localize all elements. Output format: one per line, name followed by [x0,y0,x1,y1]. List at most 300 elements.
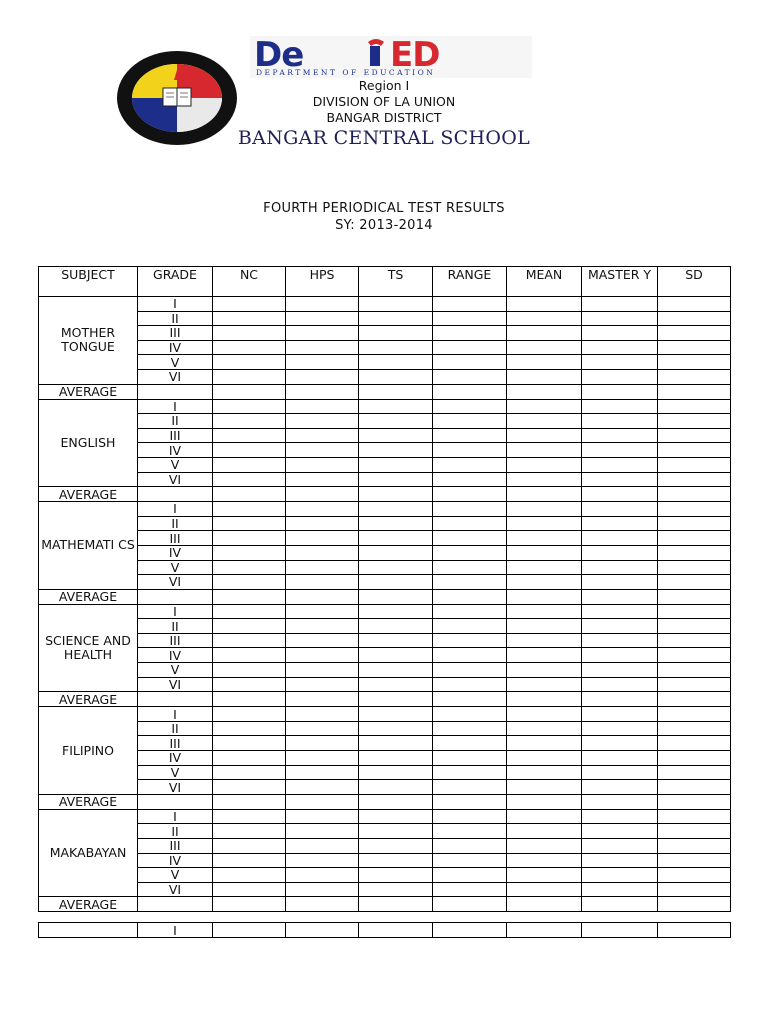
data-cell [507,780,582,795]
data-cell [658,297,731,312]
data-cell [359,663,433,678]
data-cell [582,531,658,546]
cell [213,923,286,938]
data-cell [359,648,433,663]
data-cell [286,516,359,531]
data-cell [359,692,433,707]
data-cell [213,780,286,795]
data-cell [582,721,658,736]
data-cell [213,457,286,472]
data-cell [433,882,507,897]
column-header: GRADE [138,267,213,297]
data-cell [507,311,582,326]
data-cell [433,384,507,399]
table-row [39,399,731,414]
table-row [39,765,731,780]
grade-cell: IV [138,853,213,868]
data-cell [359,384,433,399]
data-cell [658,384,731,399]
data-cell [433,502,507,517]
column-header: RANGE [433,267,507,297]
data-cell [582,882,658,897]
data-cell [286,297,359,312]
data-cell [213,311,286,326]
data-cell [433,824,507,839]
data-cell [213,355,286,370]
data-cell [582,297,658,312]
data-cell [286,340,359,355]
data-cell [286,443,359,458]
table-row [39,839,731,854]
data-cell [433,794,507,809]
grade-cell: VI [138,369,213,384]
data-cell [286,399,359,414]
data-cell [359,575,433,590]
data-cell [213,633,286,648]
data-cell [582,414,658,429]
grade-cell: V [138,663,213,678]
data-cell [359,809,433,824]
data-cell [286,326,359,341]
data-cell [507,575,582,590]
data-cell [507,736,582,751]
data-cell [433,545,507,560]
data-cell [507,443,582,458]
data-cell [286,355,359,370]
data-cell [286,457,359,472]
data-cell [507,633,582,648]
data-cell [507,619,582,634]
cell [359,923,433,938]
data-cell [433,868,507,883]
data-cell [213,502,286,517]
data-cell [582,369,658,384]
data-cell [507,355,582,370]
data-cell [286,824,359,839]
column-header: SUBJECT [39,267,138,297]
data-cell [433,443,507,458]
data-cell [359,355,433,370]
data-cell [213,663,286,678]
data-cell [213,589,286,604]
data-cell [658,619,731,634]
data-cell [658,531,731,546]
column-header: HPS [286,267,359,297]
grade-cell: V [138,560,213,575]
average-label: AVERAGE [39,384,138,399]
grade-cell: III [138,633,213,648]
grade-cell: IV [138,545,213,560]
table-row [39,853,731,868]
data-cell [286,809,359,824]
data-cell [286,369,359,384]
data-cell [286,428,359,443]
data-cell [582,751,658,766]
subject-cell: MOTHER TONGUE [39,297,138,385]
table-row [39,297,731,312]
average-label: AVERAGE [39,487,138,502]
table-row [39,604,731,619]
table-row [39,472,731,487]
data-cell [359,428,433,443]
data-cell [507,428,582,443]
data-cell [213,692,286,707]
data-cell [433,663,507,678]
data-cell [658,707,731,722]
data-cell [658,443,731,458]
data-cell [286,897,359,912]
data-cell [286,384,359,399]
data-cell [658,765,731,780]
data-cell [433,340,507,355]
table-row [39,663,731,678]
data-cell [433,839,507,854]
average-row [39,794,731,809]
subject-cell: FILIPINO [39,707,138,795]
average-label: AVERAGE [39,692,138,707]
data-cell [658,340,731,355]
svg-text:DEPARTMENT OF EDUCATION: DEPARTMENT OF EDUCATION [256,68,436,77]
cell [286,923,359,938]
data-cell [286,311,359,326]
grade-cell: I [138,923,213,938]
data-cell [213,326,286,341]
table-row [39,355,731,370]
table-row [39,545,731,560]
table-row [39,619,731,634]
data-cell [286,692,359,707]
data-cell [286,677,359,692]
data-cell [213,619,286,634]
data-cell [507,399,582,414]
data-cell [582,487,658,502]
data-cell [286,780,359,795]
data-cell [582,736,658,751]
cell [507,923,582,938]
data-cell [582,457,658,472]
data-cell [359,604,433,619]
data-cell [658,751,731,766]
table-row [39,502,731,517]
data-cell [582,545,658,560]
data-cell [658,736,731,751]
data-cell [213,531,286,546]
subject-cell: MAKABAYAN [39,809,138,897]
data-cell [213,472,286,487]
data-cell [507,692,582,707]
data-cell [582,326,658,341]
table-row [39,707,731,722]
table-row [39,633,731,648]
data-cell [658,575,731,590]
data-cell [433,853,507,868]
data-cell [138,897,213,912]
data-cell [286,604,359,619]
data-cell [507,824,582,839]
data-cell [507,663,582,678]
data-cell [433,648,507,663]
data-cell [658,545,731,560]
data-cell [359,457,433,472]
data-cell [138,384,213,399]
data-cell [433,326,507,341]
grade-cell: VI [138,677,213,692]
data-cell [582,502,658,517]
data-cell [507,531,582,546]
data-cell [433,692,507,707]
data-cell [359,502,433,517]
data-cell [582,575,658,590]
data-cell [658,868,731,883]
column-header: MEAN [507,267,582,297]
data-cell [582,692,658,707]
data-cell [359,721,433,736]
grade-cell: IV [138,340,213,355]
grade-cell: IV [138,648,213,663]
data-cell [213,765,286,780]
data-cell [359,326,433,341]
average-row [39,692,731,707]
data-cell [658,604,731,619]
data-cell [359,794,433,809]
data-cell [359,897,433,912]
data-cell [658,648,731,663]
data-cell [507,297,582,312]
data-cell [359,369,433,384]
data-cell [213,897,286,912]
data-cell [286,633,359,648]
data-cell [286,765,359,780]
data-cell [359,707,433,722]
table-header-row [39,267,731,297]
table-row [39,443,731,458]
data-cell [433,531,507,546]
data-cell [507,545,582,560]
data-cell [582,853,658,868]
data-cell [507,809,582,824]
data-cell [582,443,658,458]
data-cell [582,589,658,604]
data-cell [359,619,433,634]
data-cell [658,355,731,370]
results-table [38,266,731,912]
data-cell [213,882,286,897]
title-line-2: SY: 2013-2014 [335,218,433,233]
data-cell [582,604,658,619]
data-cell [507,457,582,472]
data-cell [582,516,658,531]
grade-cell: II [138,516,213,531]
cell [658,923,731,938]
data-cell [213,839,286,854]
grade-cell: IV [138,751,213,766]
data-cell [286,487,359,502]
table-row [39,560,731,575]
data-cell [359,516,433,531]
data-cell [433,897,507,912]
data-cell [286,414,359,429]
data-cell [359,633,433,648]
data-cell [359,340,433,355]
grade-cell: IV [138,443,213,458]
data-cell [213,736,286,751]
data-cell [433,472,507,487]
grade-cell: I [138,809,213,824]
data-cell [213,751,286,766]
grade-cell: V [138,868,213,883]
average-label: AVERAGE [39,897,138,912]
data-cell [433,297,507,312]
data-cell [507,414,582,429]
grade-cell: II [138,721,213,736]
data-cell [359,589,433,604]
data-cell [582,794,658,809]
data-cell [359,443,433,458]
data-cell [286,736,359,751]
data-cell [658,311,731,326]
svg-text:De: De [254,36,304,75]
data-cell [658,369,731,384]
data-cell [359,311,433,326]
data-cell [213,648,286,663]
data-cell [507,648,582,663]
district-label: BANGAR DISTRICT [326,110,442,125]
data-cell [433,736,507,751]
table-row [39,531,731,546]
grade-cell: VI [138,575,213,590]
division-label: DIVISION OF LA UNION [312,94,456,109]
grade-cell: I [138,604,213,619]
data-cell [658,677,731,692]
data-cell [213,575,286,590]
data-cell [582,311,658,326]
data-cell [213,794,286,809]
data-cell [507,516,582,531]
data-cell [433,399,507,414]
data-cell [213,824,286,839]
data-cell [286,619,359,634]
subject-cell: SCIENCE AND HEALTH [39,604,138,692]
column-header: NC [213,267,286,297]
data-cell [658,487,731,502]
data-cell [359,736,433,751]
data-cell [507,794,582,809]
grade-cell: I [138,297,213,312]
grade-cell: III [138,736,213,751]
data-cell [359,472,433,487]
title-line-1: FOURTH PERIODICAL TEST RESULTS [263,201,505,216]
data-cell [359,765,433,780]
grade-cell: I [138,502,213,517]
table-row [39,457,731,472]
table-row [39,575,731,590]
grade-cell: III [138,428,213,443]
grade-cell: II [138,311,213,326]
data-cell [507,882,582,897]
data-cell [507,502,582,517]
table-row [39,414,731,429]
data-cell [582,648,658,663]
column-header: SD [658,267,731,297]
data-cell [507,487,582,502]
data-cell [286,839,359,854]
cell [433,923,507,938]
data-cell [582,868,658,883]
average-row [39,589,731,604]
data-cell [507,897,582,912]
data-cell [582,839,658,854]
average-label: AVERAGE [39,589,138,604]
data-cell [582,633,658,648]
average-row [39,487,731,502]
data-cell [433,751,507,766]
grade-cell: VI [138,882,213,897]
data-cell [433,560,507,575]
data-cell [658,472,731,487]
table-row [39,369,731,384]
subject-cell: ENGLISH [39,399,138,487]
data-cell [359,882,433,897]
extra-table [38,922,731,938]
data-cell [433,516,507,531]
data-cell [582,809,658,824]
grade-cell: VI [138,780,213,795]
data-cell [359,780,433,795]
data-cell [507,604,582,619]
data-cell [507,707,582,722]
document-title [0,200,768,234]
data-cell [138,794,213,809]
data-cell [658,721,731,736]
data-cell [582,355,658,370]
data-cell [286,560,359,575]
data-cell [286,575,359,590]
data-cell [213,677,286,692]
data-cell [582,340,658,355]
cell [582,923,658,938]
data-cell [213,399,286,414]
table-row [39,824,731,839]
grade-cell: II [138,414,213,429]
data-cell [582,677,658,692]
data-cell [213,545,286,560]
table-row [39,326,731,341]
data-cell [433,809,507,824]
data-cell [433,619,507,634]
data-cell [658,633,731,648]
data-cell [658,326,731,341]
grade-cell: III [138,531,213,546]
data-cell [658,780,731,795]
extra-row [39,923,731,938]
data-cell [582,428,658,443]
data-cell [213,428,286,443]
table-row [39,721,731,736]
data-cell [507,677,582,692]
deped-logo [250,36,532,78]
data-cell [213,384,286,399]
data-cell [507,369,582,384]
data-cell [433,414,507,429]
data-cell [286,794,359,809]
data-cell [658,428,731,443]
data-cell [286,472,359,487]
data-cell [286,648,359,663]
table-row [39,868,731,883]
data-cell [658,560,731,575]
data-cell [658,692,731,707]
data-cell [582,824,658,839]
